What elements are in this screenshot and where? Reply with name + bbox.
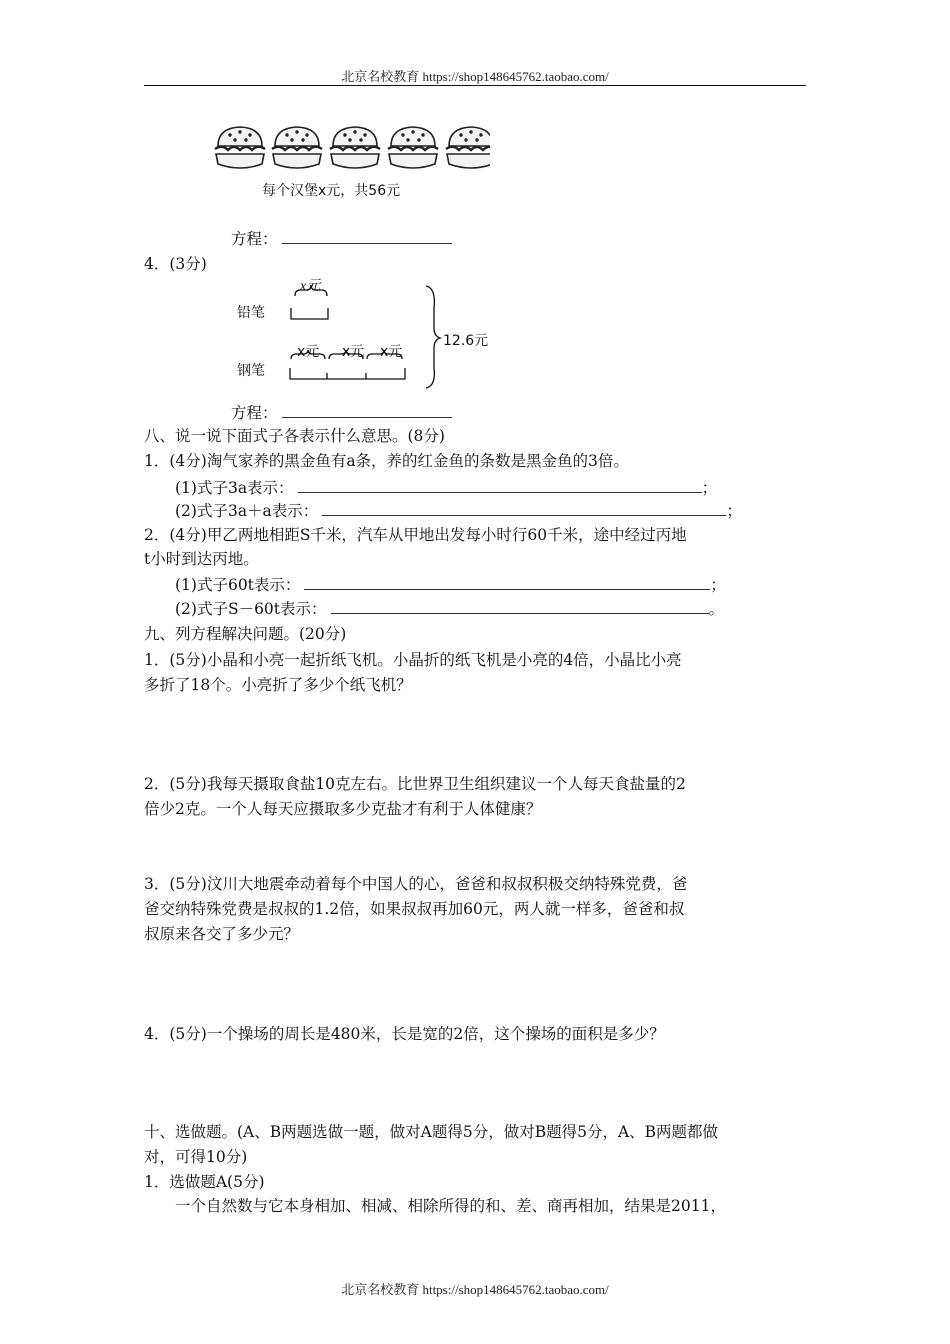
s8-q1-part-b	[175, 500, 742, 521]
equation-line-3	[231, 228, 452, 249]
s10-question-1-text: 一个自然数与它本身相加、相减、相除所得的和、差、商再相加，结果是2011，	[175, 1197, 726, 1215]
s9-question-2-line-2: 倍少2克。一个人每天应摄取多少克盐才有利于人体健康？	[144, 800, 542, 818]
answer-blank[interactable]	[322, 500, 726, 516]
page-header: 北京名校教育 https://shop148645762.taobao.com/	[341, 69, 609, 84]
prompt-label: (1)式子60t表示：	[175, 576, 301, 594]
answer-blank[interactable]	[304, 574, 710, 590]
question-4-title: 4．(3分)	[144, 255, 207, 273]
burger-icon	[215, 127, 265, 168]
s8-q2-part-b	[175, 598, 724, 619]
section-10-title-line-2: 对，可得10分)	[144, 1148, 248, 1166]
burger-icon	[272, 127, 322, 168]
punctuation: ；	[710, 576, 726, 594]
prompt-label: (1)式子3a表示：	[175, 479, 294, 497]
answer-blank[interactable]	[331, 598, 709, 614]
page-footer: 北京名校教育 https://shop148645762.taobao.com/	[341, 1282, 609, 1297]
burger-figure	[210, 122, 490, 182]
punctuation: ；	[726, 502, 742, 520]
section-9-title: 九、列方程解决问题。(20分)	[144, 625, 347, 643]
s9-question-4: 4．(5分)一个操场的周长是480米，长是宽的2倍，这个操场的面积是多少？	[144, 1025, 665, 1043]
section-8-title: 八、说一说下面式子各表示什么意思。(8分)	[144, 427, 445, 445]
pencil-unit-label: x元	[300, 279, 321, 294]
burger-icon	[330, 127, 380, 168]
punctuation: 。	[708, 600, 725, 618]
s9-question-1-line-1: 1．(5分)小晶和小亮一起折纸飞机。小晶折的纸飞机是小亮的4倍，小晶比小亮	[144, 651, 682, 669]
equation-label: 方程：	[231, 404, 278, 422]
s8-q1-part-a	[175, 477, 717, 498]
s9-question-3-line-3: 叔原来各交了多少元？	[144, 925, 300, 943]
pen-unit-label: x元	[380, 344, 403, 360]
s8-question-2-line-2: t小时到达丙地。	[144, 550, 259, 568]
s9-question-2-line-1: 2．(5分)我每天摄取食盐10克左右。比世界卫生组织建议一个人每天食盐量的2	[144, 775, 686, 793]
answer-blank[interactable]	[282, 402, 452, 418]
header-rule	[144, 85, 806, 86]
s9-question-1-line-2: 多折了18个。小亮折了多少个纸飞机？	[144, 676, 412, 694]
s8-question-1: 1．(4分)淘气家养的黑金鱼有a条，养的红金鱼的条数是黑金鱼的3倍。	[144, 452, 629, 470]
s10-question-1: 1．选做题A(5分)	[144, 1173, 265, 1191]
s9-question-3-line-1: 3．(5分)汶川大地震牵动着每个中国人的心，爸爸和叔叔积极交纳特殊党费，爸	[144, 875, 688, 893]
pen-unit-label: x元	[342, 344, 365, 360]
pencil-label: 铅笔	[237, 305, 265, 321]
section-10-title-line-1: 十、选做题。(A、B两题选做一题，做对A题得5分，做对B题得5分，A、B两题都做	[144, 1123, 719, 1141]
pen-label: 钢笔	[237, 363, 265, 379]
equation-label: 方程：	[231, 230, 278, 248]
s8-question-2-line-1: 2．(4分)甲乙两地相距S千米，汽车从甲地出发每小时行60千米，途中经过丙地	[144, 526, 687, 544]
punctuation: ；	[701, 479, 718, 497]
equation-line-4	[231, 402, 452, 423]
prompt-label: (2)式子3a＋a表示：	[175, 502, 319, 520]
burger-icon	[446, 127, 490, 168]
s9-question-3-line-2: 爸交纳特殊党费是叔叔的1.2倍，如果叔叔再加60元，两人就一样多，爸爸和叔	[144, 900, 685, 918]
burger-caption: 每个汉堡x元，共56元	[262, 183, 401, 199]
s8-q2-part-a	[175, 574, 726, 595]
answer-blank[interactable]	[282, 228, 452, 244]
pen-unit-label: x元	[297, 344, 320, 360]
total-label: 12.6元	[443, 333, 489, 349]
burger-icon	[388, 127, 438, 168]
prompt-label: (2)式子S－60t表示：	[175, 600, 327, 618]
answer-blank[interactable]	[298, 477, 702, 493]
